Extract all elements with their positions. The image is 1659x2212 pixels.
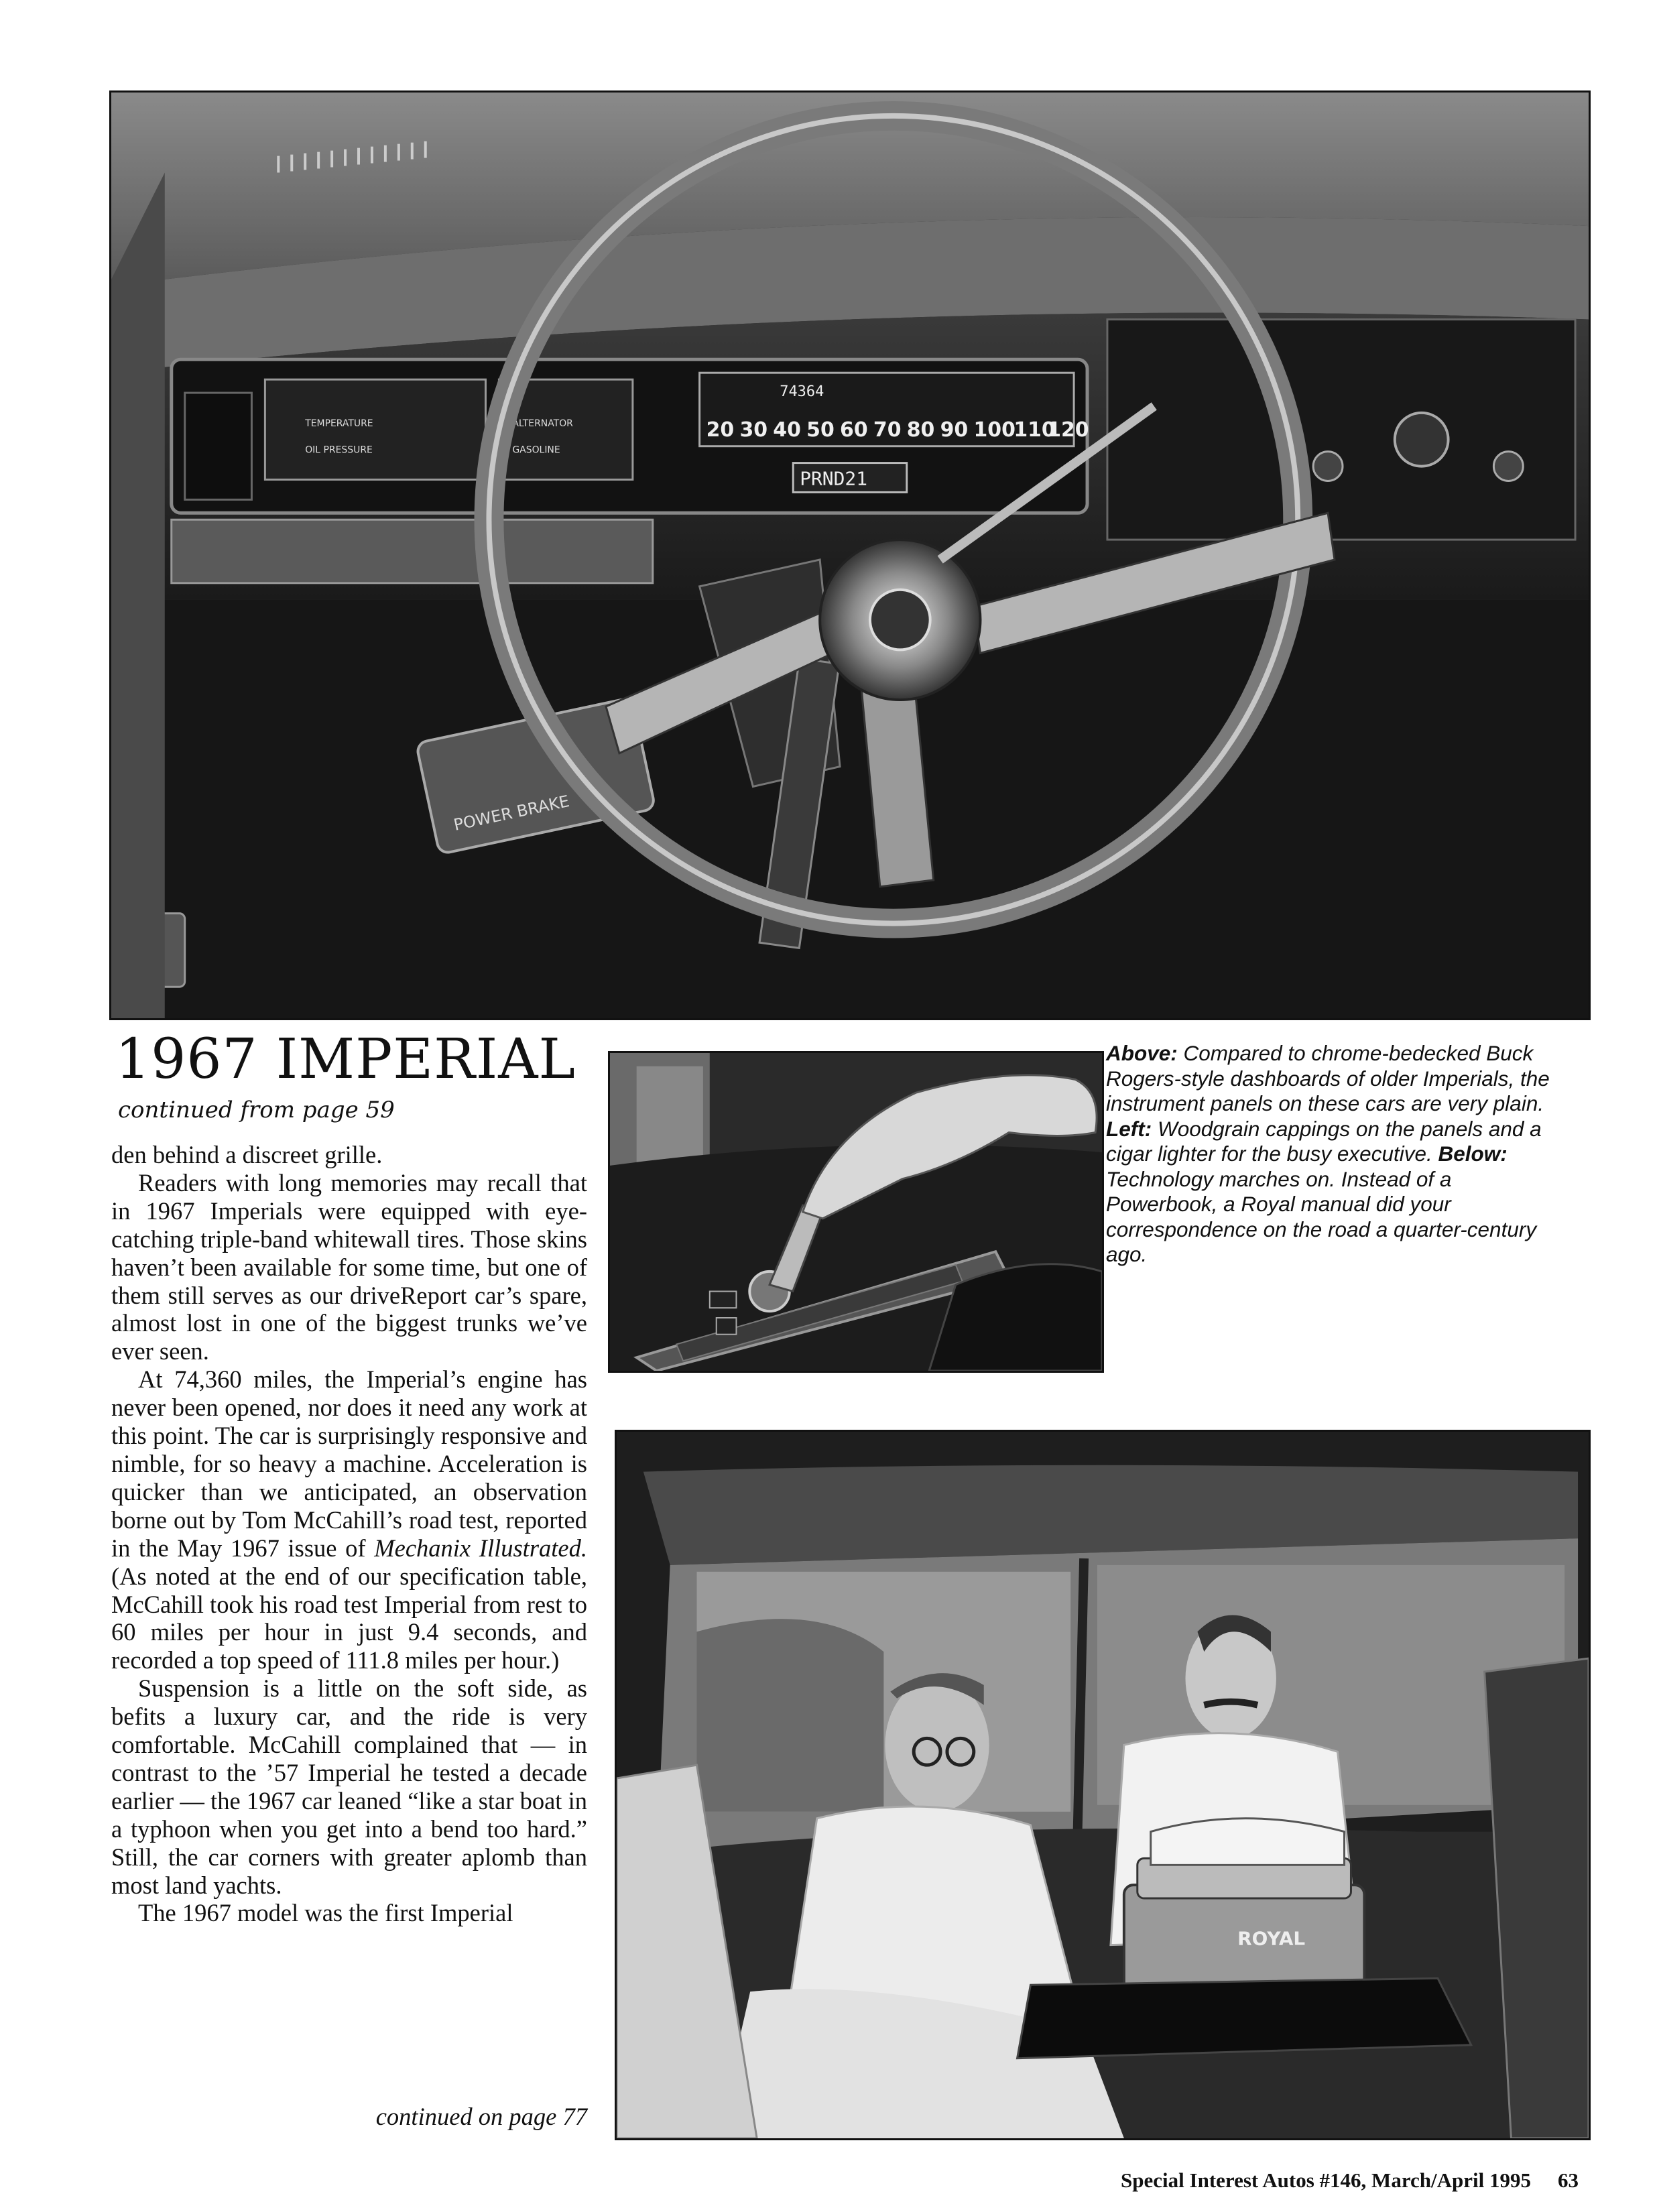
typewriter-brand: ROYAL [1237,1927,1306,1950]
gear-indicator: PRND21 [800,467,868,490]
caption-above-text: Compared to chrome-bedecked Buck Rogers-style dashboards of older Imperials, the instrument panels on these cars are very plain. [1106,1041,1550,1115]
svg-text:GASOLINE: GASOLINE [512,444,560,456]
svg-text:ALTERNATOR: ALTERNATOR [512,418,573,429]
paragraph-2: Readers with long memories may recall that in 1967 Imperials were equipped with eye-catching triple-band whitewall tires. Those skins haven’t been available for some time, but one of them still serves as our driveReport car’s spare, almost lost in one of the biggest trunks we’ve ever seen. [111,1168,587,1365]
dashboard-illustration [111,93,1589,1018]
svg-text:40: 40 [773,418,801,442]
pedal-label: POWER BRAKE [452,792,571,835]
dashboard-photo [109,90,1591,1020]
paragraph-5: The 1967 model was the first Imperial [138,1899,513,1927]
paragraph-3-text: At 74,360 miles, the Imperial’s engine has never been opened, nor does it need any work at this point. The car is surprisingly responsive and nimble, for so heavy a machine. Acceleration is quicker than we anticipated, an observation borne out by Tom McCahill’s road test, reported in the May 1967 issue of [111,1365,587,1562]
caption-left-label: Left: [1106,1116,1152,1141]
photo-caption [1106,1041,1569,1268]
continued-on: continued on page 77 [375,2103,587,2130]
svg-text:120: 120 [1047,418,1089,442]
gauge-label-temperature: TEMPERATURE [305,418,373,429]
svg-text:80: 80 [906,418,935,442]
paragraph-3 [111,1365,587,1674]
magazine-title: Mechanix Illustrated. [374,1534,587,1562]
paragraph-1: den behind a discreet grille. [111,1141,383,1168]
article-title: 1967 IMPERIAL [115,1028,576,1091]
publication-info: Special Interest Autos #146, March/April 1995 [1121,2168,1531,2192]
svg-text:100: 100 [973,418,1016,442]
gauge-label-oil: OIL PRESSURE [305,444,373,456]
svg-text:110: 110 [1013,418,1056,442]
svg-text:50: 50 [806,418,835,442]
page-number: 63 [1558,2168,1579,2192]
typewriter-illustration [617,1432,1589,2138]
console-photo [608,1051,1104,1373]
continued-from: continued from page 59 [118,1097,395,1123]
svg-text:20: 20 [706,418,735,442]
svg-text:30: 30 [739,418,768,442]
svg-text:70: 70 [873,418,902,442]
svg-text:60: 60 [840,418,868,442]
odometer-readout: 74364 [780,383,824,401]
paragraph-3-cont: (As noted at the end of our specification table, McCahill took his road test Imperial from rest to 60 miles per hour in just 9.4 seconds, and recorded a top speed of 111.8 miles per hour.) [111,1562,587,1674]
caption-below-text: Technology marches on. Instead of a Powerbook, a Royal manual did your correspondence on the road a quarter-century ago. [1106,1166,1537,1266]
caption-below-label: Below: [1438,1142,1508,1166]
svg-text:90: 90 [940,418,969,442]
paragraph-4: Suspension is a little on the soft side, as befits a luxury car, and the ride is very comfortable. McCahill complained that — in contrast to the ’57 Imperial he tested a decade earlier — the 1967 car leaned “like a star boat in a typhoon when you get into a bend too hard.” Still, the car corners with greater aplomb than most land yachts. [111,1674,587,1899]
caption-left-text: Woodgrain cappings on the panels and a cigar lighter for the busy executive. [1106,1116,1542,1166]
page-footer [1121,2168,1579,2193]
console-illustration [610,1053,1102,1371]
caption-above-label: Above: [1106,1041,1178,1065]
article-body [111,1141,587,1927]
typewriter-photo [615,1430,1591,2140]
